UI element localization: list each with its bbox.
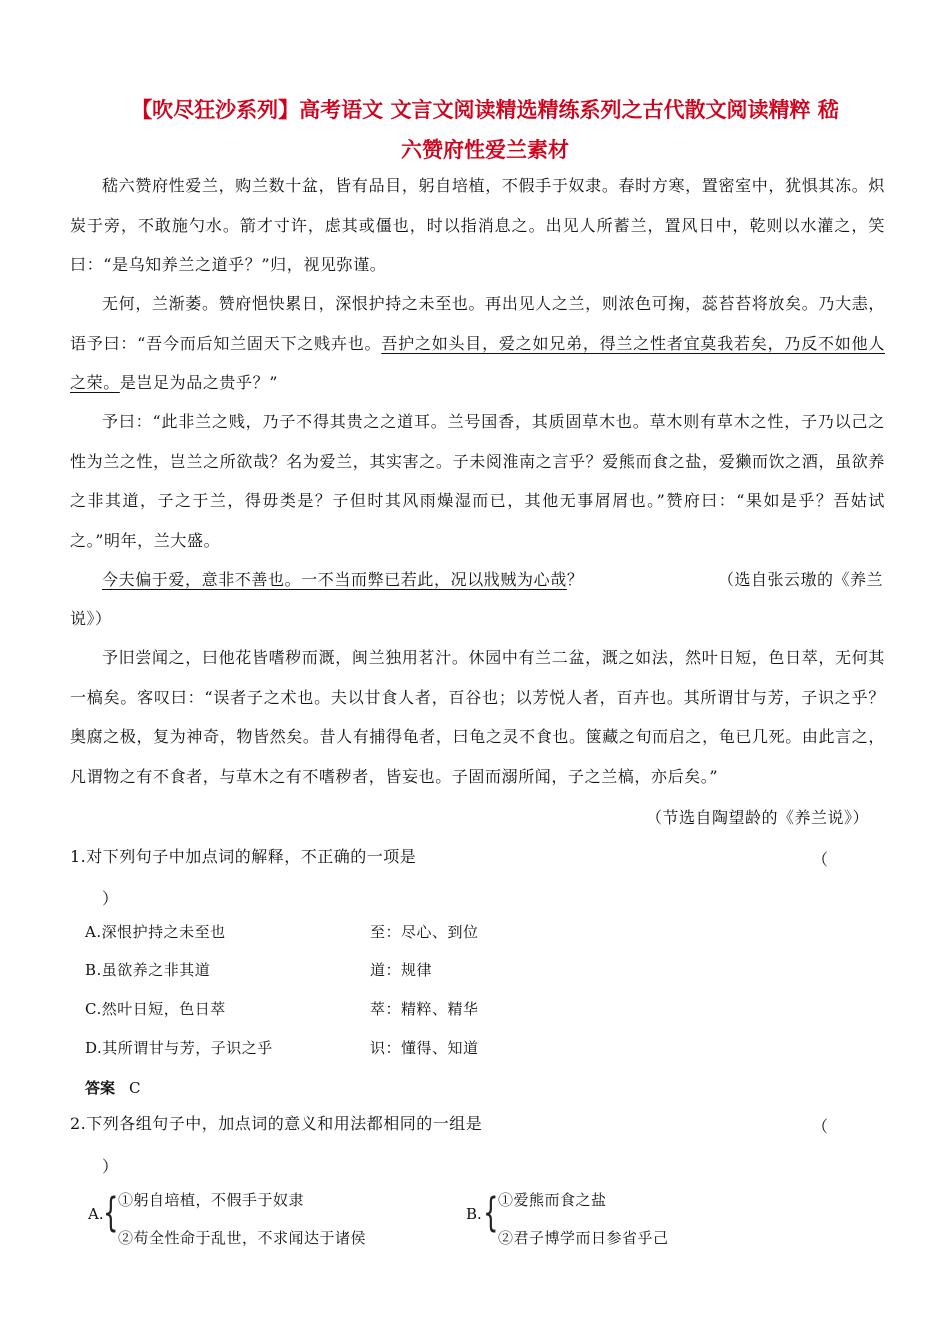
question1-option-c-explain: 萃：精粹、精华 <box>370 1000 479 1018</box>
question2-group-b-item-1: ①爱熊而食之盐 <box>498 1191 607 1209</box>
passage1-paragraph-1: 嵇六赞府性爱兰，购兰数十盆，皆有品目，躬自培植，不假手于奴隶。春时方寒，置密室中，犹惧其冻。炽炭于旁，不敢施勺水。箭才寸许，虑其或僵也，时以指消息之。出见人所蓄兰，置风日中，乾则以水灌之，笑曰：“是乌知养兰之道乎？”归，视见弥谨。 <box>70 176 885 274</box>
question2-group-a-item-1: ①躬自培植，不假手于奴隶 <box>118 1191 305 1209</box>
question1-option-b: B.虽欲养之非其道 <box>85 961 211 979</box>
question2-group-b-label: B. <box>466 1205 482 1223</box>
brace-a-icon: { <box>103 1190 119 1236</box>
passage1-paragraph-2-end: 是岂足为品之贵乎？” <box>119 373 278 392</box>
passage2-source: （节选自陶望龄的《养兰说》） <box>646 808 870 827</box>
question2-group-a-label: A. <box>88 1205 104 1223</box>
passage1-paragraph-3: 予曰：“此非兰之贱，乃子不得其贵之之道耳。兰号国香，其质固草木也。草木则有草木之性，子乃以己之性为兰之性，岂兰之所欲哉？名为爱兰，其实害之。子未阅淮南之言乎？爱熊而食之盐，爱獭而饮之酒，虽欲养之非其道，子之于兰，得毋类是？子但时其风雨燥湿而已，其他无事屑屑也。”赞府曰：“果如是乎？吾姑试之。”明年，兰大盛。 <box>70 412 885 550</box>
underlined-sentence-2: 今夫偏于爱，意非不善也。一不当而弊已若此，况以戕贼为心哉 <box>102 570 567 589</box>
answer-label: 答案 <box>85 1079 116 1097</box>
passage1-source-part1: （选自张云璈的《养兰 <box>718 570 884 589</box>
question2-paren-open: （ <box>812 1117 829 1136</box>
passage1-paragraph-4-end: ？ <box>566 570 584 589</box>
passage1-paragraph-2-text: 无何，兰渐萎。赞府悒快累日，深恨护持之未至也。再出见人之兰，则浓色可掬，蕊苔苔将放矣。乃大恚，语予曰：“吾今而后知兰固天下之贱卉也。 <box>70 294 885 353</box>
question1-option-d: D.其所谓甘与芳，子识之乎 <box>85 1039 273 1057</box>
question1-option-a-explain: 至：尽心、到位 <box>370 923 479 941</box>
question1-answer <box>85 1074 141 1102</box>
question1-option-c: C.然叶日短，色日萃 <box>85 1000 226 1018</box>
passage1-paragraph-4 <box>70 560 630 600</box>
question1-stem: 1.对下列句子中加点词的解释，不正确的一项是 <box>70 847 417 866</box>
question2-stem: 2.下列各组句子中，加点词的意义和用法都相同的一组是 <box>70 1114 483 1133</box>
document-title-line2: 六赞府性爱兰素材 <box>401 138 569 162</box>
document-title-line1: 【吹尽狂沙系列】高考语文 文言文阅读精选精练系列之古代散文阅读精粹 嵇 <box>131 98 839 122</box>
question1-paren-open: （ <box>812 850 829 869</box>
question2-group-b-item-2: ②君子博学而日参省乎己 <box>498 1229 669 1247</box>
underlined-sentence-1: 吾护之如头目，爱之如兄弟，得兰之性者宜莫我若矣，乃反不如他人之荣。 <box>70 333 885 392</box>
brace-b-icon: { <box>483 1190 499 1236</box>
question1-option-d-explain: 识：懂得、知道 <box>370 1039 479 1057</box>
answer-value: C <box>129 1079 141 1097</box>
question2-group-a-item-2: ②苟全性命于乱世，不求闻达于诸侯 <box>118 1229 367 1247</box>
passage2-paragraph: 予旧尝闻之，曰他花皆嗜秽而溉，闽兰独用茗汁。休园中有兰二盆，溉之如法，然叶日短，色日萃，无何其一槁矣。客叹曰：“误者子之术也。夫以甘食人者，百谷也；以芳悦人者，百卉也。其所谓甘与芳，子识之乎？奥腐之极，复为神奇，物皆然矣。昔人有捕得龟者，曰龟之灵不食也。箧藏之旬而启之，龟已几死。由此言之，凡谓物之有不食者，与草木之有不嗜秽者，皆妄也。子固而溺所闻，子之兰槁，亦后矣。” <box>70 648 885 786</box>
question1-option-b-explain: 道：规律 <box>370 961 433 979</box>
question1-option-a: A.深恨护持之未至也 <box>85 923 226 941</box>
passage1-paragraph-2 <box>70 284 885 403</box>
passage1-source-part2: 说》） <box>70 609 112 628</box>
question2-paren-close: ） <box>102 1157 119 1176</box>
question1-paren-close: ） <box>102 889 119 908</box>
